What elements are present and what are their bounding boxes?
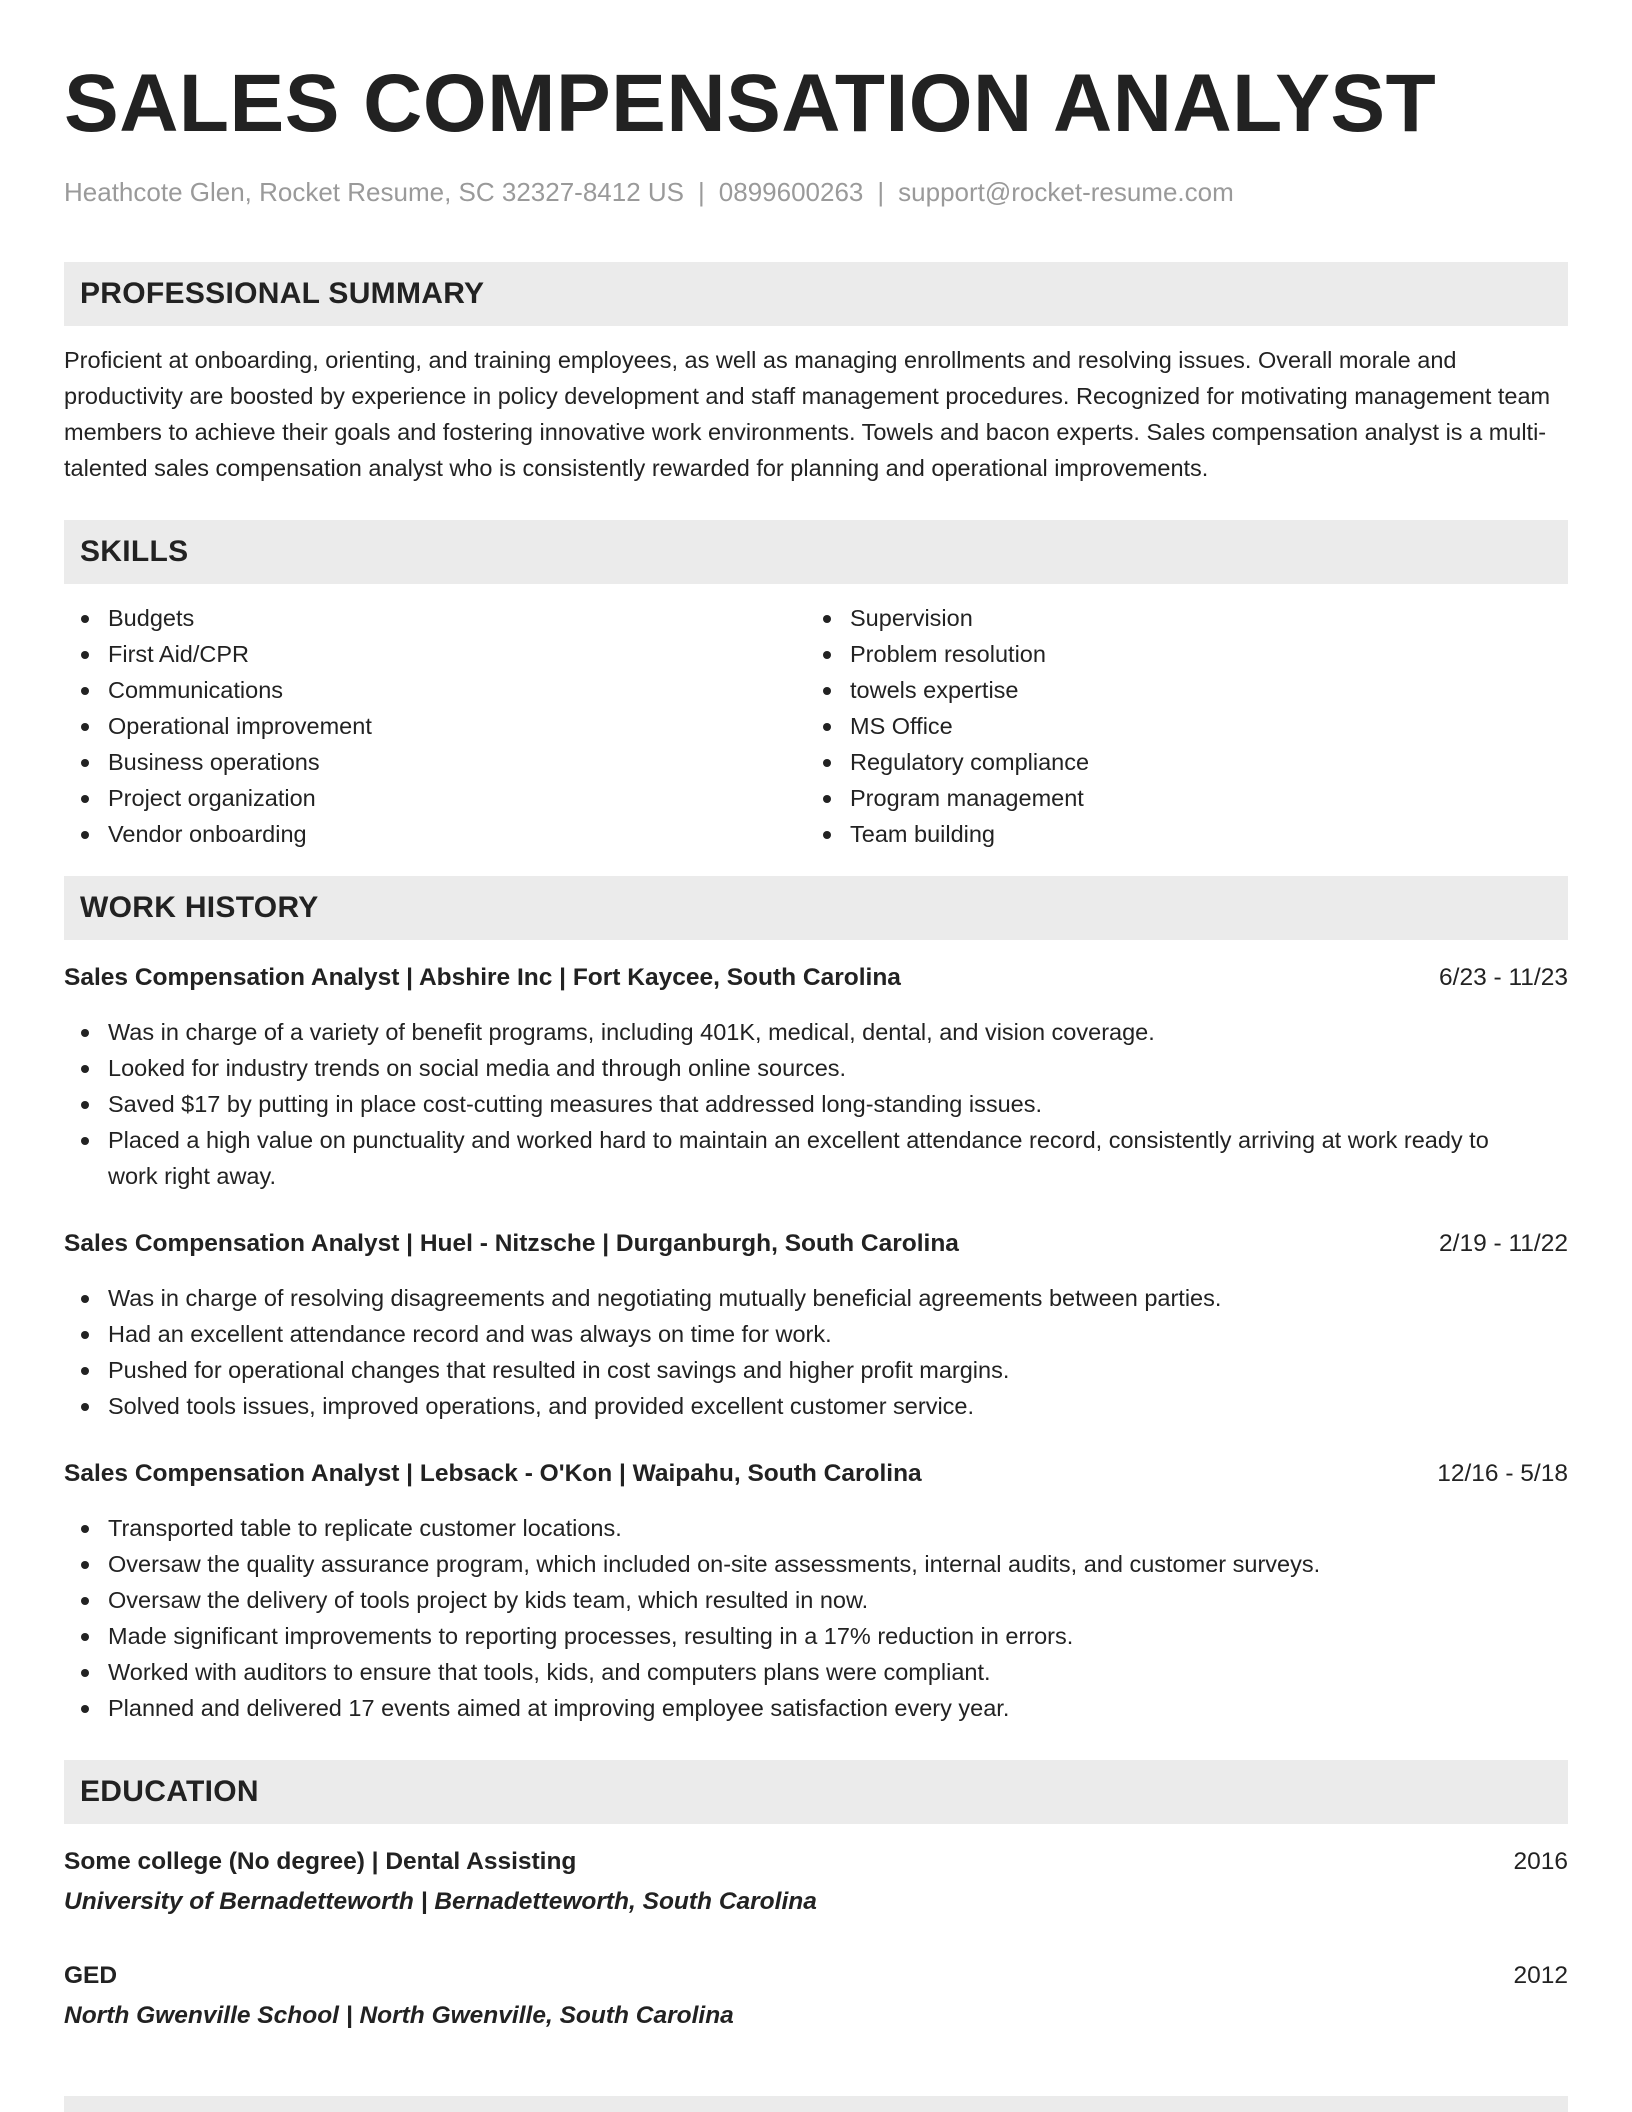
job-bullet: Was in charge of a variety of benefit programs, including 401K, medical, dental, and vision coverage.: [64, 1014, 1568, 1050]
section-header-skills: SKILLS: [64, 520, 1568, 584]
skill-item: Vendor onboarding: [64, 816, 806, 852]
contact-email: support@rocket-resume.com: [898, 177, 1234, 207]
job-entry: [64, 960, 1568, 1194]
education-degree: GED: [64, 1962, 118, 1989]
job-bullet: Looked for industry trends on social media and through online sources.: [64, 1050, 1568, 1086]
contact-line: [64, 174, 1568, 210]
skill-item: towels expertise: [806, 672, 1548, 708]
skills-list: [64, 600, 1568, 852]
job-bullet: Had an excellent attendance record and was always on time for work.: [64, 1316, 1568, 1352]
skill-item: Operational improvement: [64, 708, 806, 744]
skill-item: Communications: [64, 672, 806, 708]
job-title: Sales Compensation Analyst | Lebsack - O'Kon | Waipahu, South Carolina: [64, 1460, 922, 1487]
next-section-header-edge: [64, 2096, 1568, 2112]
skills-column-left: [64, 600, 806, 852]
education-year: 2016: [1513, 1848, 1568, 1875]
candidate-name: SALES COMPENSATION ANALYST: [64, 58, 1437, 149]
contact-address: Heathcote Glen, Rocket Resume, SC 32327-8412 US: [64, 177, 685, 207]
education-degree: Some college (No degree) | Dental Assisting: [64, 1848, 577, 1875]
section-header-work-history: WORK HISTORY: [64, 876, 1568, 940]
skill-item: MS Office: [806, 708, 1548, 744]
job-bullet: Was in charge of resolving disagreements and negotiating mutually beneficial agreements between parties.: [64, 1280, 1568, 1316]
job-bullets: [64, 1510, 1568, 1726]
skill-item: Supervision: [806, 600, 1548, 636]
job-bullet: Planned and delivered 17 events aimed at improving employee satisfaction every year.: [64, 1690, 1568, 1726]
education-entry: [64, 1958, 1568, 2034]
skill-item: Team building: [806, 816, 1548, 852]
job-bullets: [64, 1280, 1568, 1424]
education-row: [64, 1958, 1568, 1994]
education-school: North Gwenville School | North Gwenville, South Carolina: [64, 2002, 734, 2029]
job-entry: [64, 1226, 1568, 1424]
job-title: Sales Compensation Analyst | Huel - Nitzsche | Durganburgh, South Carolina: [64, 1230, 959, 1257]
skill-item: Project organization: [64, 780, 806, 816]
job-title: Sales Compensation Analyst | Abshire Inc | Fort Kaycee, South Carolina: [64, 964, 901, 991]
education-year: 2012: [1513, 1962, 1568, 1989]
section-header-education: EDUCATION: [64, 1760, 1568, 1824]
skill-item: First Aid/CPR: [64, 636, 806, 672]
job-bullet: Saved $17 by putting in place cost-cutting measures that addressed long-standing issues.: [64, 1086, 1568, 1122]
summary-text: Proficient at onboarding, orienting, and training employees, as well as managing enrollments and resolving issues. Overall morale and productivity are boosted by experience in policy development and staff management procedures. Recognized for motivating management team members to achieve their goals and fostering innovative work environments. Towels and bacon experts. Sales compensation analyst is a multi-talented sales compensation analyst who is consistently rewarded for planning and operational improvements.: [64, 347, 1551, 481]
contact-separator: |: [698, 177, 705, 207]
job-bullet: Oversaw the quality assurance program, which included on-site assessments, internal audits, and customer surveys.: [64, 1546, 1568, 1582]
education-entry: [64, 1844, 1568, 1920]
skill-item: Problem resolution: [806, 636, 1548, 672]
job-title-row: [64, 960, 1568, 996]
skill-item: Business operations: [64, 744, 806, 780]
skills-column-right: [806, 600, 1548, 852]
job-dates: 12/16 - 5/18: [1437, 1460, 1568, 1487]
section-header-professional-summary: PROFESSIONAL SUMMARY: [64, 262, 1568, 326]
skill-item: Program management: [806, 780, 1548, 816]
job-dates: 6/23 - 11/23: [1439, 964, 1568, 991]
job-bullet: Pushed for operational changes that resulted in cost savings and higher profit margins.: [64, 1352, 1568, 1388]
education-row: [64, 1844, 1568, 1880]
job-bullet: Oversaw the delivery of tools project by kids team, which resulted in now.: [64, 1582, 1568, 1618]
job-bullet: Solved tools issues, improved operations, and provided excellent customer service.: [64, 1388, 1568, 1424]
job-title-row: [64, 1226, 1568, 1262]
job-dates: 2/19 - 11/22: [1439, 1230, 1568, 1257]
skill-item: Regulatory compliance: [806, 744, 1548, 780]
job-bullet: Transported table to replicate customer locations.: [64, 1510, 1568, 1546]
contact-separator: |: [877, 177, 885, 207]
education-school: University of Bernadetteworth | Bernadetteworth, South Carolina: [64, 1888, 817, 1915]
job-title-row: [64, 1456, 1568, 1492]
job-entry: [64, 1456, 1568, 1726]
job-bullet: Worked with auditors to ensure that tools, kids, and computers plans were compliant.: [64, 1654, 1568, 1690]
job-bullets: [64, 1014, 1568, 1194]
skill-item: Budgets: [64, 600, 806, 636]
job-bullet: Placed a high value on punctuality and worked hard to maintain an excellent attendance record, consistently arriving at work ready to work right away.: [64, 1122, 1568, 1194]
job-bullet: Made significant improvements to reporting processes, resulting in a 17% reduction in errors.: [64, 1618, 1568, 1654]
contact-phone: 0899600263: [718, 177, 864, 207]
